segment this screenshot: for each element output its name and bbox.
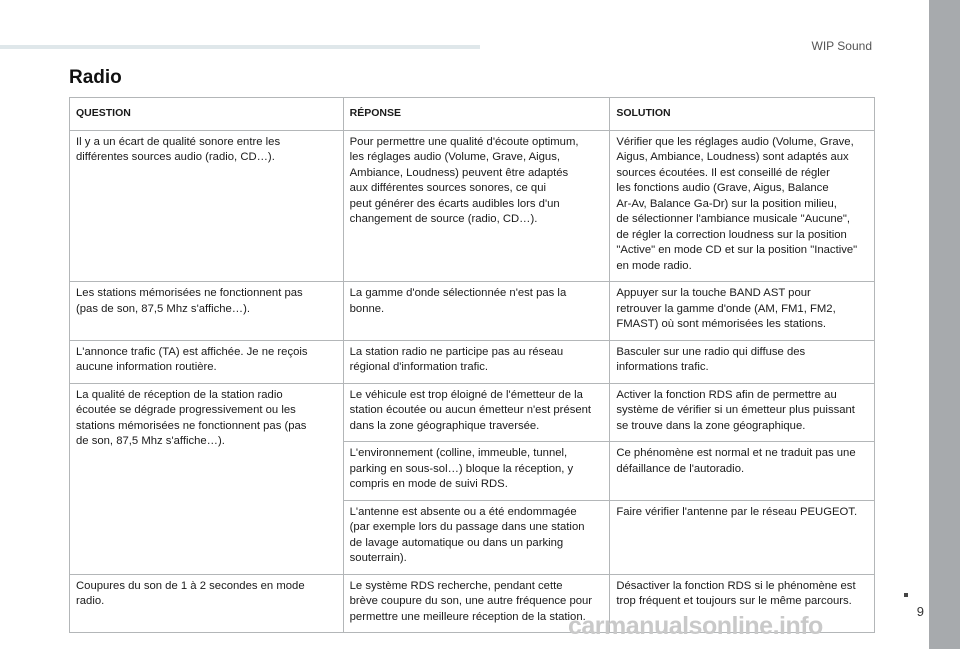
question-cell: La qualité de réception de la station radio écoutée se dégrade progressivement ou les stations mémorisées ne fonctionnent pas (pas de son, 87,5 Mhz s'affiche…). <box>70 383 344 574</box>
reponse-cell: L'antenne est absente ou a été endommagée (par exemple lors du passage dans une station de lavage automatique ou dans un parking souterrain). <box>343 500 610 574</box>
reponse-cell: Le système RDS recherche, pendant cette brève coupure du son, une autre fréquence pour permettre une meilleure réception de la station. <box>343 574 610 633</box>
column-header-question: QUESTION <box>70 98 344 131</box>
solution-cell: Activer la fonction RDS afin de permettre au système de vérifier si un émetteur plus puissant se trouve dans la zone géographique. <box>610 383 875 442</box>
header-label: WIP Sound <box>811 39 872 53</box>
solution-cell: Appuyer sur la touche BAND AST pour retrouver la gamme d'onde (AM, FM1, FM2, FMAST) où sont mémorisées les stations. <box>610 282 875 341</box>
reponse-cell: L'environnement (colline, immeuble, tunnel, parking en sous-sol…) bloque la réception, y compris en mode de suivi RDS. <box>343 442 610 501</box>
reponse-cell: Le véhicule est trop éloigné de l'émetteur de la station écoutée ou aucun émetteur n'est présent dans la zone géographique traversée. <box>343 383 610 442</box>
table-row <box>70 383 875 442</box>
watermark: carmanualsonline.info <box>568 612 823 640</box>
solution-cell: Ce phénomène est normal et ne traduit pas une défaillance de l'autoradio. <box>610 442 875 501</box>
section-marker <box>904 593 908 597</box>
header-rule <box>0 45 480 49</box>
page-title: Radio <box>69 67 122 88</box>
side-tab-bar <box>929 0 960 649</box>
solution-cell: Basculer sur une radio qui diffuse des informations trafic. <box>610 340 875 383</box>
question-cell: L'annonce trafic (TA) est affichée. Je ne reçois aucune information routière. <box>70 340 344 383</box>
troubleshooting-table <box>69 97 875 633</box>
table-header-row <box>70 98 875 131</box>
table-row <box>70 282 875 341</box>
column-header-reponse: RÉPONSE <box>343 98 610 131</box>
column-header-solution: SOLUTION <box>610 98 875 131</box>
table-row <box>70 130 875 282</box>
reponse-cell: Pour permettre une qualité d'écoute optimum, les réglages audio (Volume, Grave, Aigus, Ambiance, Loudness) peuvent être adaptés aux différentes sources sonores, ce qui peut générer des écarts audibles lors d'un changement de source (radio, CD…). <box>343 130 610 282</box>
solution-cell: Vérifier que les réglages audio (Volume, Grave, Aigus, Ambiance, Loudness) sont adaptés aux sources écoutées. Il est conseillé de régler les fonctions audio (Grave, Aigus, Balance Ar-Av, Balance Ga-Dr) sur la position milieu, de sélectionner l'ambiance musicale "Aucune", de régler la correction loudness sur la position "Active" en mode CD et sur la position "Inactive" en mode radio. <box>610 130 875 282</box>
page-number: 9 <box>916 604 924 619</box>
table-row <box>70 340 875 383</box>
solution-cell: Désactiver la fonction RDS si le phénomène est trop fréquent et toujours sur le même parcours. <box>610 574 875 633</box>
question-cell: Les stations mémorisées ne fonctionnent pas (pas de son, 87,5 Mhz s'affiche…). <box>70 282 344 341</box>
question-cell: Coupures du son de 1 à 2 secondes en mode radio. <box>70 574 344 633</box>
question-cell: Il y a un écart de qualité sonore entre les différentes sources audio (radio, CD…). <box>70 130 344 282</box>
reponse-cell: La station radio ne participe pas au réseau régional d'information trafic. <box>343 340 610 383</box>
reponse-cell: La gamme d'onde sélectionnée n'est pas la bonne. <box>343 282 610 341</box>
solution-cell: Faire vérifier l'antenne par le réseau PEUGEOT. <box>610 500 875 574</box>
